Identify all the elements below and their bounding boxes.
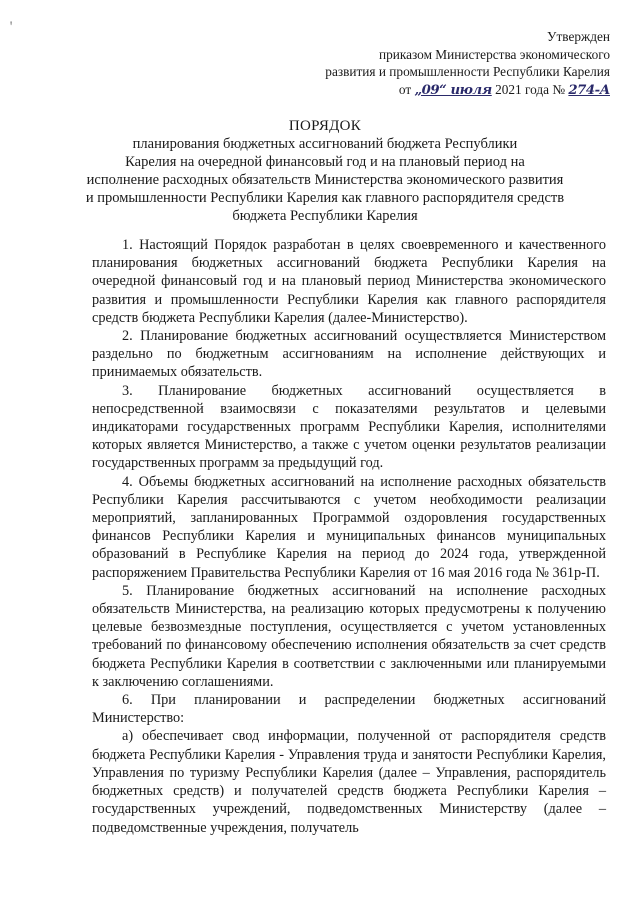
approval-number-handwritten: 274-А: [568, 82, 610, 98]
paragraph-5: 5. Планирование бюджетных ассигнований на исполнение расходных обязательств Министерства, на реализацию которых предусмотрены к получению целевые безвозмездные поступления, осуществляется с учетом установленных требований по финансовому обеспечению исполнения обязательств за счет средств бюджета Республики Карелия в соответствии с заключенными или планируемыми к заключению соглашениями.: [92, 582, 606, 690]
paragraph-4: 4. Объемы бюджетных ассигнований на исполнение расходных обязательств Республики Карелия рассчитываются с учетом необходимости реализации мероприятий, запланированных Программой оздоровления государственных финансов Республики Карелия и муниципальных финансов муниципальных образований в Республике Карелия на период до 2024 года, утвержденной распоряжением Правительства Республики Карелия от 16 мая 2016 года № 361р-П.: [92, 473, 606, 581]
title-line: и промышленности Республики Карелия как главного распорядителя средств: [85, 190, 565, 206]
paragraph-6a: а) обеспечивает свод информации, полученной от распорядителя средств бюджета Республики Карелия - Управления труда и занятости Республики Карелия, Управления по туризму Республики Карелия (далее – Управления, распорядитель бюджетных средств) и получателей средств бюджета Республики Карелия – государственных учреждений, подведомственных Министерству (далее – подведомственные учреждения, получатель: [92, 728, 606, 836]
paragraph-6: 6. При планировании и распределении бюджетных ассигнований Министерство:: [92, 692, 606, 727]
paragraph-3: 3. Планирование бюджетных ассигнований осуществляется в непосредственной взаимосвязи с показателями результатов и целевыми индикаторами государственных программ Республики Карелия, исполнителями которых является Министерство, а также с учетом оценки результатов реализации государственных программ за предыдущий год.: [92, 382, 606, 472]
title-line: бюджета Республики Карелия: [232, 208, 418, 224]
document-body: [92, 236, 606, 837]
approval-line-2: приказом Министерства экономического: [378, 46, 610, 62]
document-heading: ПОРЯДОК: [288, 118, 362, 134]
title-line: планирования бюджетных ассигнований бюджета Республики: [132, 136, 518, 152]
approval-line-1: Утвержден: [547, 29, 610, 44]
title-line: исполнение расходных обязательств Министерства экономического развития: [86, 172, 564, 188]
approval-date-year: 2021 года №: [495, 81, 566, 97]
paragraph-2: 2. Планирование бюджетных ассигнований осуществляется Министерством раздельно по бюджетным ассигнованиям на исполнение действующих и принимаемых обязательств.: [92, 328, 606, 381]
title-line: Карелия на очередной финансовый год и на плановый период на: [125, 154, 525, 170]
approval-line-3: развития и промышленности Республики Карелия: [325, 64, 610, 79]
document-title-block: [60, 117, 590, 225]
paragraph-1: 1. Настоящий Порядок разработан в целях своевременного и качественного планирования бюджетных ассигнований бюджета Республики Карелия на очередной финансовый год и на плановый период Министерства экономического развития и промышленности Республики Карелия как главного распорядителя средств бюджета Республики Карелия (далее-Министерство).: [92, 237, 606, 326]
approval-date-line: [290, 81, 610, 100]
approval-date-prefix: от: [398, 81, 412, 97]
corner-mark: ꞌ: [10, 18, 13, 32]
approval-date-handwritten: „09“ июля: [414, 82, 492, 98]
approval-stamp-block: [290, 28, 610, 99]
